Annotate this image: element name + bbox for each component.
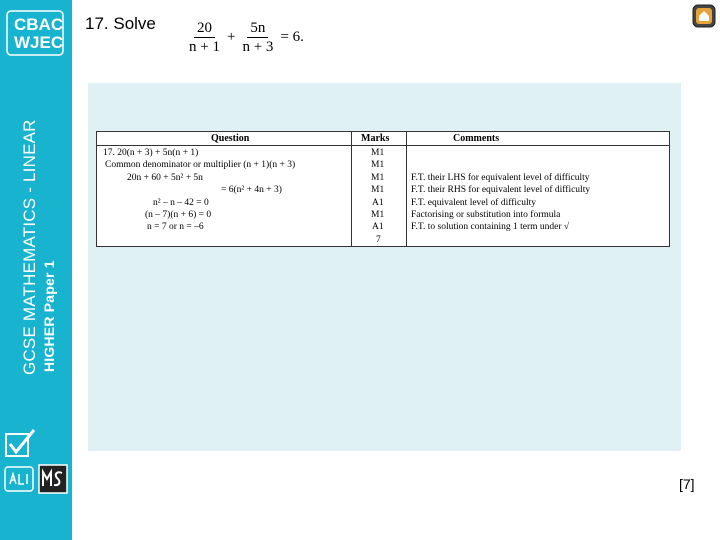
- mark-total: 7: [376, 235, 381, 245]
- comment-line: Factorising or substitution into formula: [411, 210, 561, 220]
- plus-sign: +: [226, 28, 236, 45]
- logo-line1: CBAC: [14, 15, 64, 34]
- column-divider: [406, 132, 407, 246]
- fraction-1-numerator: 20: [194, 19, 215, 38]
- working-line: n² – n – 42 = 0: [153, 198, 209, 208]
- question-label: 17. Solve: [85, 14, 156, 33]
- course-title: GCSE MATHEMATICS - LINEAR: [20, 119, 39, 375]
- checkmark-icon[interactable]: [4, 428, 36, 460]
- comment-line: F.T. equivalent level of difficulty: [411, 198, 536, 208]
- working-line: 20n + 60 + 5n² + 5n: [127, 173, 203, 183]
- mark-value: M1: [371, 160, 385, 170]
- audio-icon[interactable]: [4, 466, 34, 492]
- fraction-2-numerator: 5n: [247, 19, 268, 38]
- mark-value: M1: [371, 148, 385, 158]
- equation: [186, 14, 308, 60]
- sidebar: [0, 0, 72, 540]
- comment-line: F.T. their LHS for equivalent level of difficulty: [411, 173, 590, 183]
- fraction-2: [239, 19, 276, 56]
- mark-scheme-table: [96, 131, 670, 247]
- mark-value: A1: [372, 222, 384, 232]
- total-marks: [7]: [679, 476, 695, 492]
- mark-value: M1: [371, 185, 385, 195]
- mark-value: M1: [371, 173, 385, 183]
- working-line: = 6(n² + 4n + 3): [221, 185, 282, 195]
- home-icon[interactable]: [692, 4, 716, 28]
- mark-value: A1: [372, 198, 384, 208]
- header-question: Question: [211, 133, 250, 144]
- cbac-wjec-logo: [6, 10, 62, 56]
- column-divider: [351, 132, 352, 246]
- comment-line: F.T. their RHS for equivalent level of difficulty: [411, 185, 591, 195]
- mark-value: M1: [371, 210, 385, 220]
- working-line: n = 7 or n = –6: [147, 222, 204, 232]
- paper-label: HIGHER Paper 1: [41, 260, 57, 372]
- mark-scheme-icon[interactable]: [38, 464, 68, 494]
- comment-line: F.T. to solution containing 1 term under √: [411, 222, 570, 232]
- fraction-2-denominator: n + 3: [242, 38, 274, 55]
- fraction-1: [186, 19, 223, 56]
- logo-line2: WJEC: [14, 33, 64, 52]
- working-line: (n – 7)(n + 6) = 0: [145, 210, 212, 220]
- header-divider: [97, 145, 669, 146]
- header-comments: Comments: [453, 133, 500, 144]
- equation-rhs: = 6.: [280, 28, 304, 45]
- fraction-1-denominator: n + 1: [189, 38, 220, 55]
- working-line: Common denominator or multiplier (n + 1)(n + 3): [105, 160, 296, 170]
- header-marks: Marks: [361, 133, 390, 144]
- working-line: 17. 20(n + 3) + 5n(n + 1): [103, 148, 199, 158]
